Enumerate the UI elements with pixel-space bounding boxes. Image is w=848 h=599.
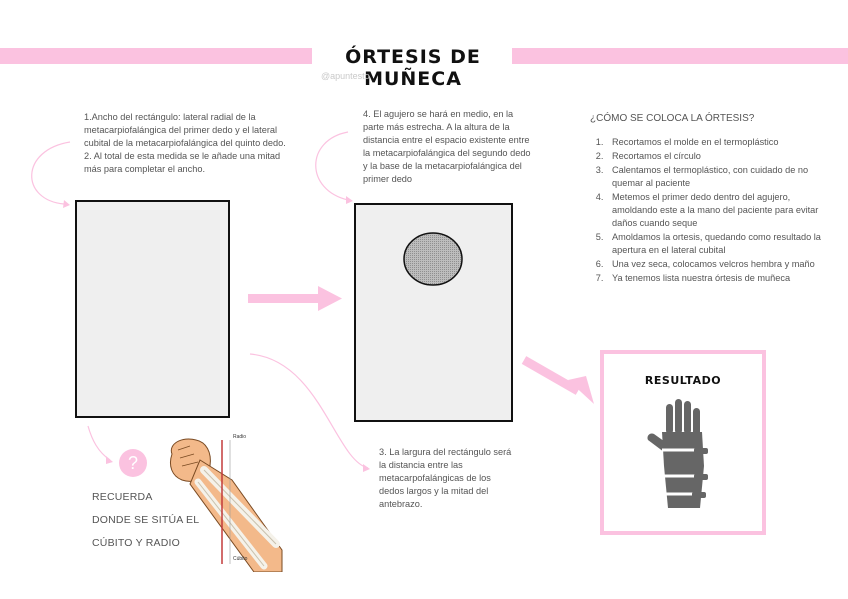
how-to-steps: [588, 136, 830, 286]
reminder-line: CÚBITO Y RADIO: [92, 537, 180, 549]
curve-pointer-reminder: [88, 426, 110, 460]
author-handle: @apuntesto: [321, 71, 370, 81]
step4-line: parte más estrecha. A la altura de la: [363, 122, 510, 132]
reminder-line: DONDE SE SITÚA EL: [92, 514, 200, 526]
how-to-step: 4. Metemos el primer dedo dentro del agujero, amoldando este a la mano del paciente para evitar daños cuando seque: [606, 191, 830, 230]
forearm-illustration: [160, 432, 285, 572]
how-to-step: 1. Recortamos el molde en el termoplástico: [606, 136, 830, 149]
step1-line: metacarpiofalángica del primer dedo y el lateral: [84, 125, 278, 135]
step4-line: la metacarpiofalángica del segundo dedo: [363, 148, 531, 158]
arrow-diagonal-icon: [524, 360, 594, 404]
step3-line: 3. La largura del rectángulo será: [379, 447, 512, 457]
step4-line: 4. El agujero se hará en medio, en la: [363, 109, 514, 119]
how-to-step: 6. Una vez seca, colocamos velcros hembra y maño: [606, 258, 830, 271]
curve-pointer-step4: [316, 132, 348, 200]
question-icon: ?: [119, 449, 147, 477]
step3-line: antebrazo.: [379, 499, 423, 509]
radius-label: Radio: [233, 434, 247, 440]
step4-line: y la base de la metacarpiofalángica del: [363, 161, 522, 171]
how-to-title: ¿CÓMO SE COLOCA LA ÓRTESIS?: [590, 113, 755, 124]
wrist-splint-icon: [642, 396, 724, 516]
step4-line: distancia entre el espacio existente entre: [363, 135, 530, 145]
ulna-label: Cúbito: [233, 556, 248, 562]
result-label: RESULTADO: [644, 374, 722, 387]
step4-line: primer dedo: [363, 174, 413, 184]
step1-line: cubital de la metacarpiofalángica del quinto dedo.: [84, 138, 286, 148]
step3-line: metacarpofalángicas de los: [379, 473, 491, 483]
arrow-right-icon: [248, 286, 342, 311]
how-to-step: 3. Calentamos el termoplástico, con cuidado de no quemar al paciente: [606, 164, 830, 190]
how-to-step: 2. Recortamos el círculo: [606, 150, 830, 163]
how-to-step: 5. Amoldamos la ortesis, quedando como resultado la apertura en el lateral cubital: [606, 231, 830, 257]
reminder-line: RECUERDA: [92, 491, 153, 503]
result-box: [600, 350, 766, 535]
step1-line: más para completar el ancho.: [84, 164, 206, 174]
curve-pointer-step1: [32, 142, 70, 204]
step3-line: la distancia entre las: [379, 460, 463, 470]
step1-line: 2. Al total de esta medida se le añade una mitad: [84, 151, 281, 161]
how-to-step: 7. Ya tenemos lista nuestra órtesis de muñeca: [606, 272, 830, 285]
step3-line: dedos largos y la mitad del: [379, 486, 489, 496]
step1-line: 1.Ancho del rectángulo: lateral radial de la: [84, 112, 256, 122]
page-title: ÓRTESIS DE MUÑECA: [345, 46, 481, 90]
